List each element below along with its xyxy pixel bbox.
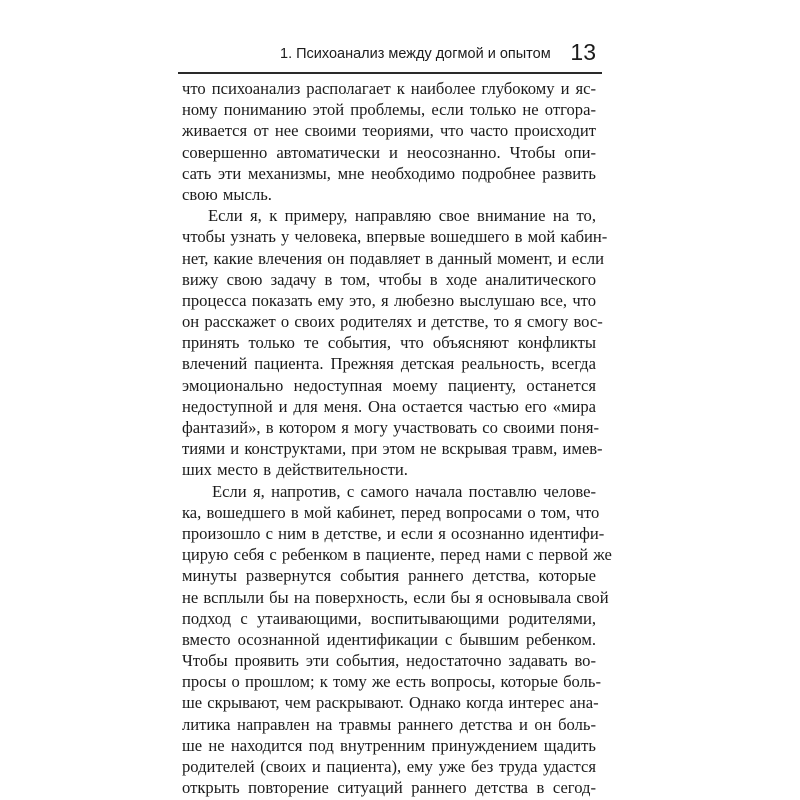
body-text bbox=[182, 78, 612, 798]
text-line: не всплыли бы на поверхность, если бы я основывала свой bbox=[182, 587, 609, 607]
text-line: недоступной и для меня. Она остается частью его «мира bbox=[182, 396, 596, 416]
text-line: фантазий», в котором я могу участвовать со своими поня- bbox=[182, 418, 600, 437]
text-line: Если я, напротив, с самого начала поставлю челове- bbox=[212, 481, 596, 501]
text-line: совершенно автоматически и неосознанно. Чтобы опи- bbox=[182, 142, 596, 162]
paragraph-2 bbox=[182, 205, 608, 480]
text-line: литика направлен на травмы раннего детства и он боль- bbox=[182, 714, 596, 734]
chapter-running-title: 1. Психоанализ между догмой и опытом bbox=[280, 46, 551, 62]
text-line: сать эти механизмы, мне необходимо подробнее развить bbox=[182, 163, 596, 183]
text-line: ка, вошедшего в мой кабинет, перед вопросами о том, что bbox=[182, 502, 600, 522]
page-number: 13 bbox=[570, 39, 596, 65]
text-line: минуты развернутся события раннего детства, которые bbox=[182, 566, 596, 586]
text-line: чтобы узнать у человека, впервые вошедшего в мой кабин- bbox=[182, 227, 608, 247]
text-line: родителей (своих и пациента), ему уже без труда удастся bbox=[182, 757, 596, 776]
text-line: влечений пациента. Прежняя детская реальность, всегда bbox=[182, 354, 596, 374]
text-line: тиями и конструктами, при этом не вскрывая травм, имев- bbox=[182, 439, 603, 459]
text-line: Если я, к примеру, направляю свое внимание на то, bbox=[208, 206, 596, 226]
text-line: эмоционально недоступная моему пациенту, останется bbox=[182, 375, 596, 395]
text-line: ному пониманию этой проблемы, если только не отгора- bbox=[182, 100, 596, 120]
text-line: процесса показать ему это, я любезно выслушаю все, что bbox=[182, 290, 596, 310]
text-line: живается от нее своими теориями, что часто происходит bbox=[182, 121, 596, 141]
text-line: подход с утаивающими, воспитывающими родителями, bbox=[182, 608, 596, 628]
text-line: вижу свою задачу в том, чтобы в ходе аналитического bbox=[182, 269, 596, 289]
text-line: ших место в действительности. bbox=[182, 460, 408, 480]
text-line: нет, какие влечения он подавляет в данный момент, и если bbox=[182, 248, 604, 268]
text-line: произошло с ним в детстве, и если я осознанно идентифи- bbox=[182, 523, 605, 543]
text-line: открыть повторение ситуаций раннего детства в сегод- bbox=[182, 778, 596, 798]
text-line: что психоанализ располагает к наиболее глубокому и яс- bbox=[182, 79, 596, 98]
text-line: вместо осознанной идентификации с бывшим ребенком. bbox=[182, 629, 596, 649]
text-line: принять только те события, что объясняют конфликты bbox=[182, 333, 596, 353]
text-line: он расскажет о своих родителях и детстве, то я смогу вос- bbox=[182, 312, 603, 332]
text-line: цирую себя с ребенком в пациенте, перед нами с первой же bbox=[182, 545, 612, 565]
text-line: просы о прошлом; к тому же есть вопросы, которые боль- bbox=[182, 672, 602, 692]
text-line: свою мысль. bbox=[182, 184, 272, 204]
text-line: ше не находится под внутренним принуждением щадить bbox=[182, 735, 596, 755]
text-line: ше скрывают, чем раскрывают. Однако когда интерес ана- bbox=[182, 693, 599, 713]
text-line: Чтобы проявить эти события, недостаточно задавать во- bbox=[182, 651, 596, 671]
running-header bbox=[178, 38, 602, 74]
paragraph-3 bbox=[182, 481, 612, 799]
paragraph-1 bbox=[182, 78, 596, 205]
